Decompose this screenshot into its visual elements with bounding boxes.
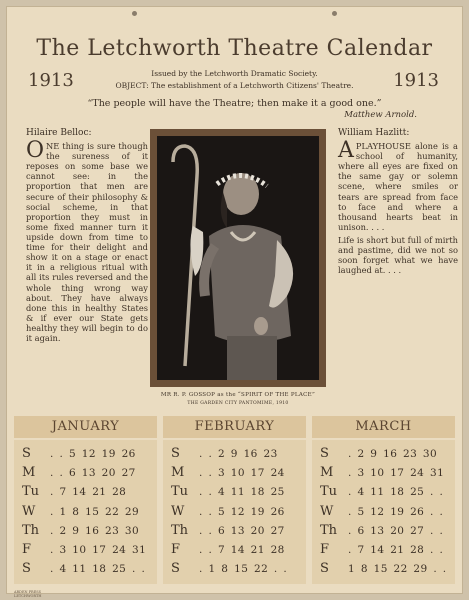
week-row xyxy=(171,523,306,542)
year-left: 1913 xyxy=(28,70,74,91)
dates: . 2 9 16 23 30 xyxy=(348,448,438,460)
weekday: Th xyxy=(320,522,338,538)
printer-line-1: ARDEN PRESS xyxy=(14,590,41,594)
dates: . 5 12 19 26 . . xyxy=(348,505,444,518)
week-row xyxy=(22,523,157,542)
weekday: F xyxy=(320,541,330,557)
month-name: MARCH xyxy=(312,416,455,440)
dates: . 4 11 18 25 . . xyxy=(348,486,444,499)
week-row xyxy=(22,465,157,484)
weekday: Th xyxy=(171,522,189,538)
weekday: Tu xyxy=(320,484,338,500)
week-row xyxy=(320,446,455,465)
weekday: Th xyxy=(22,522,40,538)
week-row xyxy=(171,484,306,503)
dates: . 4 11 18 25 . . xyxy=(50,563,146,576)
weekday: S xyxy=(22,446,31,461)
issued-by: Issued by the Letchworth Dramatic Society. xyxy=(151,69,318,78)
belloc-column xyxy=(26,128,148,346)
hazlitt-text-1: PLAYHOUSE alone is a school of humanity, where all eyes are fixed on the same gay or solemn scene, where smiles or tears are spread from face to face and where a thousand hearts beat in unison. . . . xyxy=(338,140,458,232)
dates: . . 5 12 19 26 xyxy=(50,448,136,460)
actor-figure-illustration xyxy=(157,136,319,380)
week-row xyxy=(320,523,455,542)
month-february xyxy=(163,416,306,584)
calendar-title: The Letchworth Theatre Calendar xyxy=(36,36,433,61)
week-row xyxy=(171,561,306,580)
week-row xyxy=(171,504,306,523)
pin-hole xyxy=(332,11,337,16)
dates: . . 3 10 17 24 xyxy=(199,467,285,480)
dates: . . 5 12 19 26 xyxy=(199,505,285,518)
dates: . 7 14 21 28 . . xyxy=(348,543,444,556)
week-row xyxy=(320,504,455,523)
photo-subcaption: THE GARDEN CITY PANTOMIME, 1910 xyxy=(187,401,289,406)
weekday: M xyxy=(320,465,334,481)
dates: . . 2 9 16 23 xyxy=(199,448,278,460)
quote-author: Matthew Arnold. xyxy=(344,110,417,120)
header-quote: “The people will have the Theatre; then make it a good one.” xyxy=(87,98,382,109)
week-row xyxy=(22,561,157,580)
year-right: 1913 xyxy=(393,70,439,91)
week-row xyxy=(171,446,306,465)
weekday: Tu xyxy=(22,484,40,500)
weekday: W xyxy=(171,503,185,519)
week-row xyxy=(22,542,157,561)
weekday: S xyxy=(171,446,180,461)
dates: . . 6 13 20 27 xyxy=(199,524,285,537)
drop-cap: O xyxy=(26,137,45,163)
weekday: S xyxy=(171,561,180,577)
week-row xyxy=(22,504,157,523)
month-name: JANUARY xyxy=(14,416,157,440)
dates: . 1 8 15 22 29 xyxy=(50,505,140,518)
week-row xyxy=(320,542,455,561)
hazlitt-column xyxy=(338,128,458,278)
weekday: Tu xyxy=(171,484,189,500)
calendar-sheet xyxy=(6,6,463,598)
dates: . 2 9 16 23 30 xyxy=(50,524,140,537)
month-march xyxy=(312,416,455,584)
week-row xyxy=(320,484,455,503)
belloc-text: NE thing is sure though the sureness of it reposes on some base we cannot see: in the proportion that men are secure of their philosophy & social scheme, in that proportion they must in some fixed manner turn it upside down from time to time for their delight and show it on a stage or enact it in a religious ritual with all its rules reversed and the whole thing wrong way about. They have always done this in healthy States & if ever our State gets healthy they will begin to do it again. xyxy=(26,140,148,344)
month-name: FEBRUARY xyxy=(163,416,306,440)
hazlitt-text-2: Life is short but full of mirth and pastime, did we not so soon forget what we have laughed at. . . . xyxy=(338,234,458,276)
week-row xyxy=(320,465,455,484)
weekday: S xyxy=(22,561,31,577)
dates: . 6 13 20 27 . . xyxy=(348,524,444,537)
photo-caption: MR R. P. GOSSOP as the “SPIRIT OF THE PLACE” xyxy=(160,392,316,398)
dates: . . 4 11 18 25 xyxy=(199,486,285,499)
month-january xyxy=(14,416,157,584)
weekday: S xyxy=(320,561,329,577)
dates: . 1 8 15 22 . . xyxy=(199,563,288,576)
drop-cap: A xyxy=(338,137,354,163)
weekday: W xyxy=(320,503,334,519)
portrait-photo xyxy=(157,136,319,380)
dates: . . 6 13 20 27 xyxy=(50,467,136,480)
dates: 1 8 15 22 29 . . xyxy=(348,563,447,576)
week-row xyxy=(22,484,157,503)
object-statement: OBJECT: The establishment of a Letchworth Citizens' Theatre. xyxy=(115,81,354,90)
week-row xyxy=(320,561,455,580)
week-row xyxy=(22,446,157,465)
printer-line-2: LETCHWORTH xyxy=(14,594,42,598)
hazlitt-author: William Hazlitt: xyxy=(338,128,410,138)
week-row xyxy=(171,465,306,484)
belloc-author: Hilaire Belloc: xyxy=(26,128,92,138)
weekday: W xyxy=(22,503,36,519)
weekday: F xyxy=(171,541,181,557)
dates: . 3 10 17 24 31 xyxy=(50,543,147,556)
dates: . 3 10 17 24 31 xyxy=(348,467,445,480)
dates: . 7 14 21 28 xyxy=(50,486,127,499)
printer-mark xyxy=(14,590,41,598)
weekday: F xyxy=(22,541,32,557)
weekday: S xyxy=(320,446,329,461)
photo-frame xyxy=(150,129,326,387)
week-row xyxy=(171,542,306,561)
weekday: M xyxy=(22,465,36,481)
pin-hole xyxy=(132,11,137,16)
dates: . . 7 14 21 28 xyxy=(199,543,285,556)
weekday: M xyxy=(171,465,185,481)
